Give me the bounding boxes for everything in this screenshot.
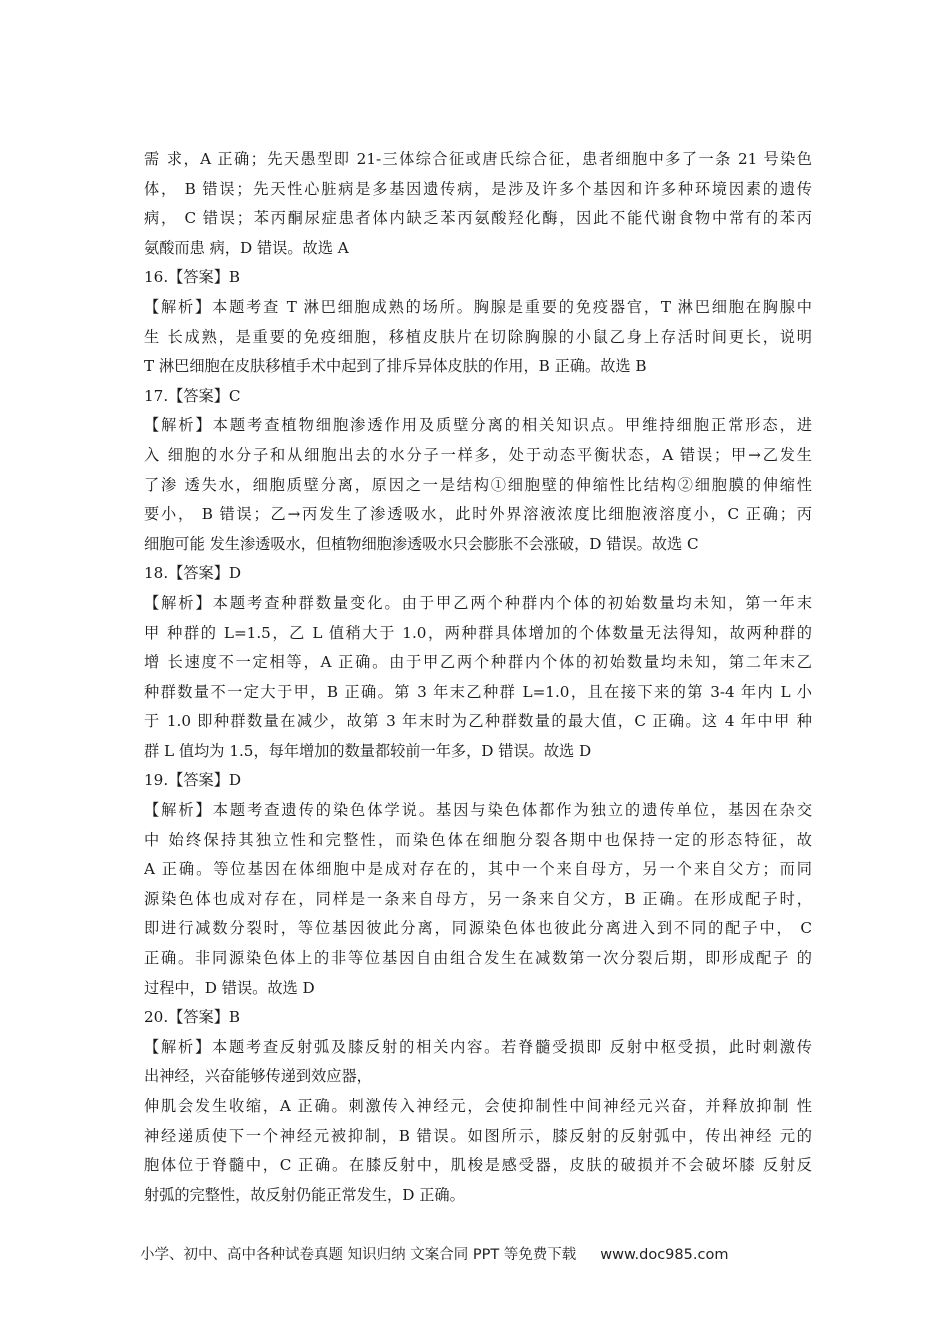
page-footer xyxy=(140,1243,820,1264)
text-line: 于 1.0 即种群数量在减少，故第 3 年末时为乙种群数量的最大值，C 正确。这 4 年中甲 种 xyxy=(144,712,812,731)
text-line: 【解析】本题考查植物细胞渗透作用及质壁分离的相关知识点。甲维持细胞正常形态，进 xyxy=(144,416,812,435)
text-line: 即进行减数分裂时，等位基因彼此分离，同源染色体也彼此分离进入到不同的配子中， C xyxy=(144,919,812,938)
text-line: A 正确。等位基因在体细胞中是成对存在的，其中一个来自母方，另一个来自父方；而同 xyxy=(144,860,812,879)
text-line: 种群数量不一定大于甲，B 正确。第 3 年末乙种群 L=1.0，且在接下来的第 3-4 年内 L 小 xyxy=(144,682,812,701)
text-line: 胞体位于脊髓中，C 正确。在膝反射中，肌梭是感受器，皮肤的破损并不会破坏膝 反射反 xyxy=(144,1156,812,1175)
answer-explanation-body xyxy=(144,145,812,1210)
text-line: T 淋巴细胞在皮肤移植手术中起到了排斥异体皮肤的作用，B 正确。故选 B xyxy=(144,357,647,376)
text-line: 氨酸而患 病，D 错误。故选 A xyxy=(144,238,349,257)
text-line: 神经递质使下一个神经元被抑制，B 错误。如图所示，膝反射的反射弧中，传出神经 元的 xyxy=(144,1126,812,1145)
text-line: 【解析】本题考查遗传的染色体学说。基因与染色体都作为独立的遗传单位，基因在杂交 xyxy=(144,801,812,820)
text-line: 射弧的完整性，故反射仍能正常发生，D 正确。 xyxy=(144,1185,465,1204)
text-line: 正确。非同源染色体上的非等位基因自由组合发生在减数第一次分裂后期，即形成配子 的 xyxy=(144,949,812,968)
text-line: 甲 种群的 L=1.5，乙 L 值稍大于 1.0，两种群具体增加的个体数量无法得知，故两种群的 xyxy=(144,623,812,642)
text-line: 16.【答案】B xyxy=(144,268,241,287)
text-line: 过程中，D 错误。故选 D xyxy=(144,978,315,997)
text-line: 病， C 错误；苯丙酮尿症患者体内缺乏苯丙氨酸羟化酶，因此不能代谢食物中常有的苯丙 xyxy=(144,209,812,228)
text-line: 18.【答案】D xyxy=(144,564,242,583)
text-line: 需 求，A 正确；先天愚型即 21-三体综合征或唐氏综合征，患者细胞中多了一条 21 号染色 xyxy=(144,150,812,168)
footer-url[interactable]: www.doc985.com xyxy=(600,1247,729,1263)
footer-text: 小学、初中、高中各种试卷真题 知识归纳 文案合同 PPT 等免费下载 xyxy=(140,1247,577,1263)
text-line: 20.【答案】B xyxy=(144,1008,241,1027)
text-line: 生 长成熟，是重要的免疫细胞，移植皮肤片在切除胸腺的小鼠乙身上存活时间更长，说明 xyxy=(144,327,812,346)
text-line: 细胞可能 发生渗透吸水，但植物细胞渗透吸水只会膨胀不会涨破，D 错误。故选 C xyxy=(144,534,699,553)
text-line: 增 长速度不一定相等，A 正确。由于甲乙两个种群内个体的初始数量均未知，第二年末乙 xyxy=(144,653,812,672)
text-line: 体， B 错误；先天性心脏病是多基因遗传病，是涉及许多个基因和许多种环境因素的遗传 xyxy=(144,179,812,198)
text-line: 19.【答案】D xyxy=(144,771,242,790)
text-line: 【解析】本题考查反射弧及膝反射的相关内容。若脊髓受损即 反射中枢受损，此时刺激传 xyxy=(144,1037,812,1056)
text-line: 【解析】本题考查 T 淋巴细胞成熟的场所。胸腺是重要的免疫器官，T 淋巴细胞在胸腺中 xyxy=(144,297,812,316)
text-line: 中 始终保持其独立性和完整性，而染色体在细胞分裂各期中也保持一定的形态特征，故 xyxy=(144,830,812,849)
text-line: 要小， B 错误；乙→丙发生了渗透吸水，此时外界溶液浓度比细胞液溶度小，C 正确；丙 xyxy=(144,505,812,524)
text-line: 出神经，兴奋能够传递到效应器， xyxy=(144,1067,372,1086)
text-line: 17.【答案】C xyxy=(144,386,241,405)
text-line: 了渗 透失水，细胞质壁分离，原因之一是结构①细胞壁的伸缩性比结构②细胞膜的伸缩性 xyxy=(144,475,812,494)
text-line: 【解析】本题考查种群数量变化。由于甲乙两个种群内个体的初始数量均未知，第一年末 xyxy=(144,593,812,612)
text-line: 源染色体也成对存在，同样是一条来自母方，另一条来自父方，B 正确。在形成配子时， xyxy=(144,889,812,908)
text-line: 群 L 值均为 1.5，每年增加的数量都较前一年多，D 错误。故选 D xyxy=(144,741,592,760)
text-line: 伸肌会发生收缩，A 正确。刺激传入神经元，会使抑制性中间神经元兴奋，并释放抑制 性 xyxy=(144,1097,812,1115)
text-line: 入 细胞的水分子和从细胞出去的水分子一样多，处于动态平衡状态，A 错误；甲→乙发生 xyxy=(144,445,812,464)
